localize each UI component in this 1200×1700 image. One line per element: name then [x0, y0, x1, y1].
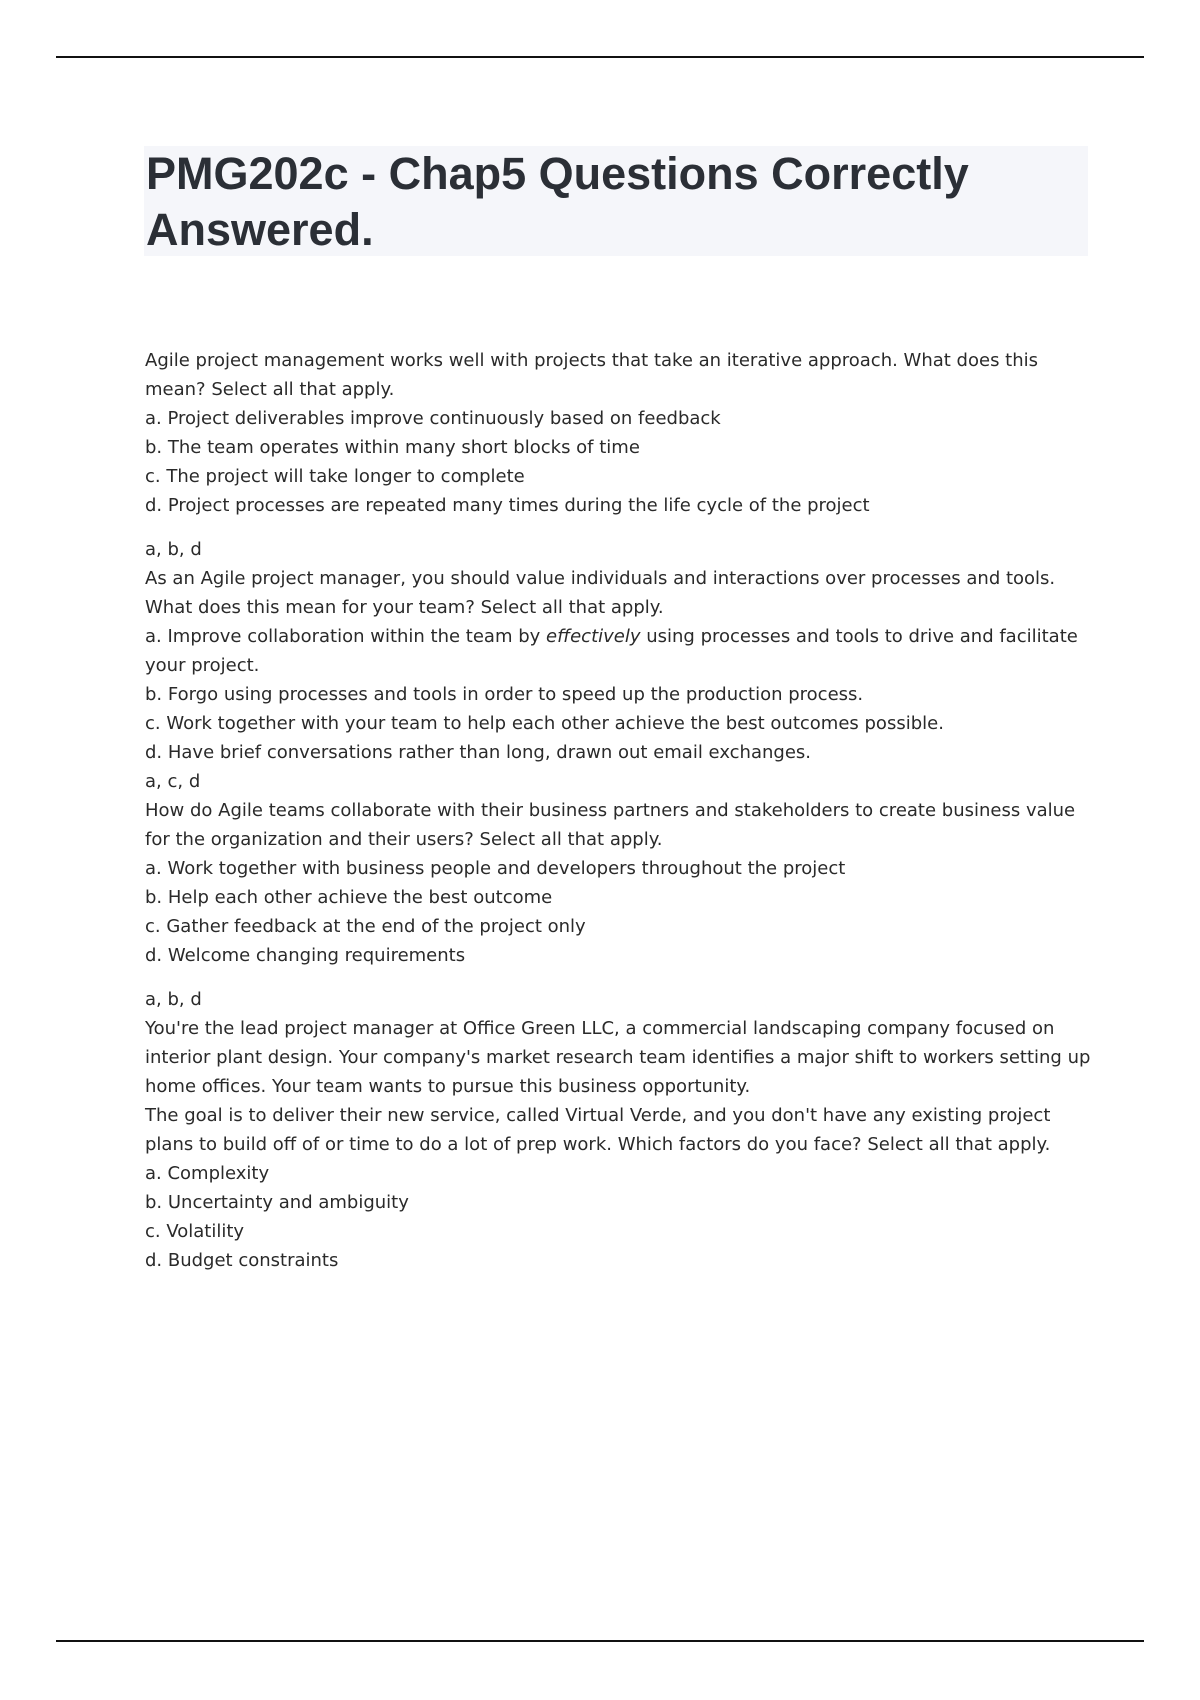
option-a: a. Work together with business people and developers throughout the project: [145, 858, 846, 879]
question-2-option-b: b. Forgo using processes and tools in order to speed up the production process.: [145, 684, 864, 705]
option-a-emphasis: effectively: [546, 626, 641, 647]
answer-3: a, b, d: [145, 989, 202, 1010]
option-c: c. Gather feedback at the end of the project only: [145, 916, 586, 937]
answer-2: a, c, d: [145, 771, 201, 792]
question-2-option-c: c. Work together with your team to help each other achieve the best outcomes possible.: [145, 713, 944, 734]
question-prompt: You're the lead project manager at Office Green LLC, a commercial landscaping company focused on interior plant design. Your company's market research team identifies a major shift to workers setting up home offices. Your team wants to pursue this business opportunity.: [145, 1018, 1091, 1097]
option-a: a. Complexity: [145, 1163, 270, 1184]
option-a-suffix: using processes and tools to drive and facilitate your project.: [145, 626, 1078, 676]
top-rule: [56, 56, 1144, 58]
option-c: c. The project will take longer to complete: [145, 466, 525, 487]
option-d: d. Welcome changing requirements: [145, 945, 466, 966]
option-a: a. Project deliverables improve continuously based on feedback: [145, 408, 721, 429]
option-b: b. The team operates within many short blocks of time: [145, 437, 640, 458]
option-c: c. Volatility: [145, 1221, 245, 1242]
title-block: [144, 146, 1088, 256]
option-b: b. Help each other achieve the best outcome: [145, 887, 553, 908]
bottom-rule: [56, 1640, 1144, 1642]
question-prompt: Agile project management works well with projects that take an iterative approach. What does this mean? Select all that apply.: [145, 350, 1039, 400]
question-2-option-a: [145, 622, 1095, 680]
page-title: PMG202c - Chap5 Questions Correctly Answered.: [146, 148, 969, 255]
question-prompt: How do Agile teams collaborate with their business partners and stakeholders to create business value for the organization and their users? Select all that apply.: [145, 800, 1076, 850]
question-2-option-d: d. Have brief conversations rather than long, drawn out email exchanges.: [145, 742, 811, 763]
option-a-prefix: a. Improve collaboration within the team by: [145, 626, 547, 647]
option-d: d. Budget constraints: [145, 1250, 339, 1271]
question-4: [145, 1014, 1095, 1275]
question-2-prompt: As an Agile project manager, you should value individuals and interactions over processes and tools. What does this mean for your team? Select all that apply.: [145, 568, 1056, 618]
option-d: d. Project processes are repeated many times during the life cycle of the project: [145, 495, 870, 516]
question-1: [145, 346, 1095, 520]
option-b: b. Uncertainty and ambiguity: [145, 1192, 409, 1213]
answer-1: a, b, d: [145, 539, 202, 560]
document-body: [145, 346, 1095, 1290]
question-3: [145, 796, 1095, 970]
question-prompt-continued: The goal is to deliver their new service, called Virtual Verde, and you don't have any existing project plans to build off of or time to do a lot of prep work. Which factors do you face? Select all that apply.: [145, 1105, 1051, 1155]
